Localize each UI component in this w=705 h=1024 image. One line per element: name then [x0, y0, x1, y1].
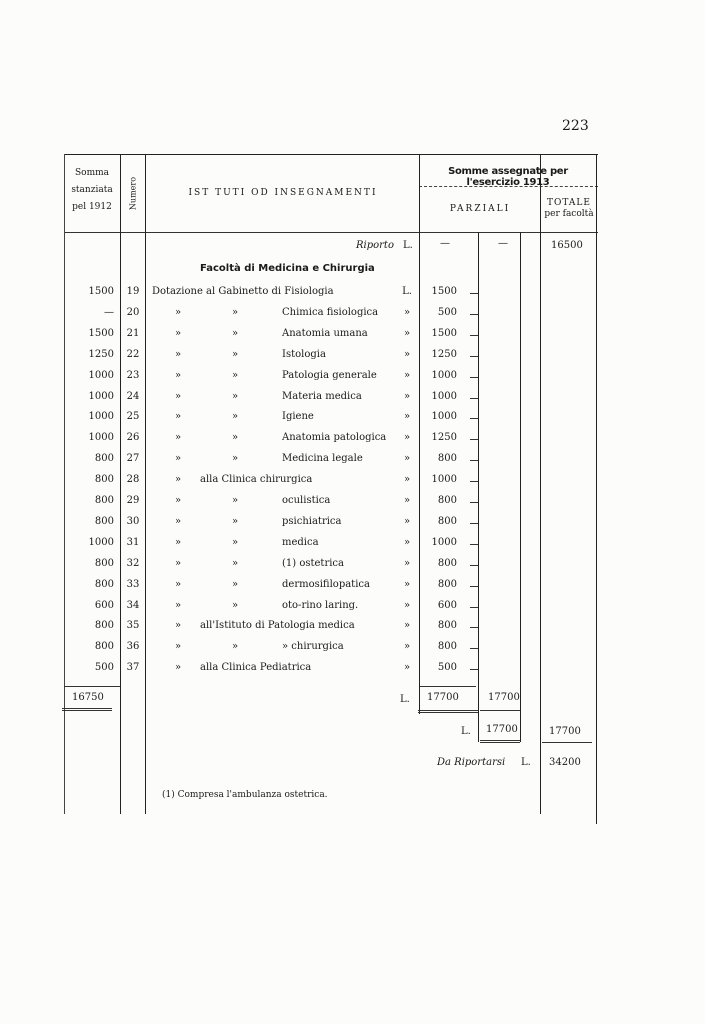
section-title: Facoltà di Medicina e Chirurgia [200, 263, 375, 274]
row-unit: » [403, 369, 411, 381]
row-numero: 27 [126, 453, 140, 465]
header-totale-line1: TOTALE [547, 198, 591, 208]
riporto-unit: L. [403, 240, 413, 251]
row-ditto-2: » [232, 536, 239, 548]
row-ditto-2: all'Istituto di Patologia medica [200, 620, 355, 632]
row-numero: 33 [126, 578, 140, 590]
row-rule-mark [470, 314, 478, 315]
row-descrizione: psichiatrica [282, 515, 342, 527]
row-ditto-2: » [232, 557, 239, 569]
row-parziale: 800 [437, 515, 457, 527]
row-unit: » [403, 620, 411, 632]
row-stanziata: 800 [94, 620, 114, 632]
row-ditto-1: » [175, 390, 182, 402]
part-total2-rule [480, 710, 520, 711]
row-stanziata: 1500 [88, 327, 114, 339]
row-ditto-1: » [175, 474, 182, 486]
row-numero: 20 [126, 306, 140, 318]
row-rule-mark [470, 565, 478, 566]
row-stanziata: 1000 [88, 536, 114, 548]
table-row [0, 638, 705, 659]
row-numero: 19 [126, 286, 140, 297]
row-descrizione: Istologia [282, 348, 326, 360]
row-parziale: 1000 [431, 536, 457, 548]
da-riportarsi-value: 34200 [549, 757, 581, 768]
row-ditto-2: » [232, 599, 239, 611]
row-unit: » [403, 578, 411, 590]
row-ditto-2: » [232, 641, 239, 653]
table-row [0, 597, 705, 618]
part-total: 17700 [427, 692, 459, 703]
table-row [0, 367, 705, 388]
row-rule-mark [470, 418, 478, 419]
row-parziale: 1000 [431, 474, 457, 486]
row-stanziata: 800 [94, 474, 114, 486]
table-row [0, 450, 705, 471]
row-rule-mark [470, 627, 478, 628]
row-unit: » [403, 348, 411, 360]
row-stanziata: — [104, 306, 114, 318]
header-somme-assegnate: Somme assegnate per l'esercizio 1913 [448, 166, 568, 188]
header-totale-line2: per facoltà [544, 209, 594, 219]
row-ditto-2: » [232, 348, 239, 360]
row-parziale: 1500 [431, 327, 457, 339]
page-number: 223 [562, 118, 589, 134]
row-unit: » [403, 327, 411, 339]
row-numero: 21 [126, 327, 140, 339]
row-descrizione: medica [282, 536, 319, 548]
row-unit: » [403, 453, 411, 465]
row-stanziata: 600 [94, 599, 114, 611]
part-total-rule [420, 686, 476, 687]
row-stanziata: 1500 [88, 286, 114, 297]
row-descrizione: oto-rino laring. [282, 599, 359, 611]
row-rule-mark [470, 586, 478, 587]
row-ditto-1: » [175, 495, 182, 506]
row-ditto-1: » [175, 599, 182, 611]
row-unit: » [403, 536, 411, 548]
row-unit: » [403, 557, 411, 569]
header-numero: Numero [128, 176, 138, 211]
row-numero: 31 [126, 536, 140, 548]
row-rule-mark [470, 377, 478, 378]
row-stanziata: 800 [94, 515, 114, 527]
row-rule-mark [470, 293, 478, 294]
table-row [0, 534, 705, 555]
row-numero: 35 [126, 620, 140, 632]
part-total-double-rule [418, 710, 478, 713]
row-unit: » [403, 495, 411, 506]
row-ditto-1: » [175, 620, 182, 632]
row-parziale: 1250 [431, 348, 457, 360]
row-rule-mark [470, 439, 478, 440]
row-ditto-2: » [232, 495, 239, 506]
row-numero: 23 [126, 369, 140, 381]
row-ditto-2: alla Clinica chirurgica [200, 474, 313, 486]
row-descrizione: Igiene [282, 411, 314, 423]
riporto-dash2: — [498, 238, 508, 249]
totals-unit: L. [400, 694, 410, 705]
row-parziale: 1000 [431, 369, 457, 381]
row-numero: 32 [126, 557, 140, 569]
row-stanziata: 800 [94, 495, 114, 506]
table-row [0, 388, 705, 409]
row-ditto-2: » [232, 432, 239, 444]
row-ditto-1: » [175, 327, 182, 339]
row-ditto-1: » [175, 411, 182, 423]
row-unit: » [403, 432, 411, 444]
table-row [0, 304, 705, 325]
row-descrizione: Materia medica [282, 390, 362, 402]
row-numero: 25 [126, 411, 140, 423]
row-ditto-1: » [175, 641, 182, 653]
row-unit: » [403, 306, 411, 318]
row-stanziata: 1000 [88, 369, 114, 381]
row-parziale: 800 [437, 620, 457, 632]
table-row [0, 513, 705, 534]
header-somma-line3: pel 1912 [72, 202, 112, 212]
table-row [0, 283, 705, 304]
row-descrizione: Medicina legale [282, 453, 363, 465]
final-total: 17700 [549, 726, 581, 737]
row-stanziata: 800 [94, 453, 114, 465]
stanz-total: 16750 [72, 692, 104, 703]
row-parziale: 500 [437, 306, 457, 318]
row-parziale: 1000 [431, 411, 457, 423]
table-row [0, 471, 705, 492]
header-totale [540, 198, 598, 220]
row-stanziata: 800 [94, 641, 114, 653]
row-stanziata: 1000 [88, 432, 114, 444]
row-descrizione: (1) ostetrica [282, 557, 344, 569]
row-ditto-1: Dotazione al Gabinetto di Fisiologia [152, 286, 334, 297]
row-numero: 29 [126, 495, 140, 506]
table-row [0, 492, 705, 513]
row-ditto-2: » [232, 390, 239, 402]
row-parziale: 1500 [431, 286, 457, 297]
row-ditto-1: » [175, 557, 182, 569]
row-descrizione: oculistica [282, 495, 331, 506]
riporto-dash1: — [440, 238, 450, 249]
row-ditto-1: » [175, 578, 182, 590]
row-rule-mark [470, 502, 478, 503]
row-descrizione: Anatomia umana [282, 327, 368, 339]
row-rule-mark [470, 398, 478, 399]
row-unit: » [403, 390, 411, 402]
table-row [0, 659, 705, 680]
header-somma-line1: Somma [74, 168, 110, 178]
row-parziale: 1250 [431, 432, 457, 444]
row-numero: 36 [126, 641, 140, 653]
row-rule-mark [470, 356, 478, 357]
row-descrizione: Anatomia patologica [282, 432, 387, 444]
row-stanziata: 1000 [88, 390, 114, 402]
row-stanziata: 800 [94, 578, 114, 590]
row-numero: 30 [126, 515, 140, 527]
row-unit: » [403, 641, 411, 653]
da-riportarsi-label: Da Riportarsi [437, 757, 506, 768]
row-ditto-2: alla Clinica Pediatrica [200, 662, 312, 674]
row-ditto-2: » [232, 411, 239, 423]
row-parziale: 800 [437, 641, 457, 653]
table-row [0, 617, 705, 638]
row-unit: » [403, 474, 411, 486]
row-parziale: 800 [437, 557, 457, 569]
row-descrizione: Chimica fisiologica [282, 306, 379, 318]
row-descrizione: Patologia generale [282, 369, 377, 381]
row-ditto-2: » [232, 306, 239, 318]
riporto-totale: 16500 [551, 240, 583, 251]
row-numero: 28 [126, 474, 140, 486]
row-descrizione: dermosifilopatica [282, 578, 370, 590]
row-rule-mark [470, 460, 478, 461]
row-parziale: 800 [437, 495, 457, 506]
row-parziale: 800 [437, 453, 457, 465]
table-row [0, 555, 705, 576]
row-unit: L. [402, 286, 412, 297]
row-unit: » [403, 515, 411, 527]
row-rule-mark [470, 544, 478, 545]
row-unit: » [403, 662, 411, 674]
row-numero: 37 [126, 662, 140, 674]
footnote: (1) Compresa l'ambulanza ostetrica. [162, 790, 328, 800]
row-rule-mark [470, 669, 478, 670]
row-ditto-1: » [175, 536, 182, 548]
row-numero: 24 [126, 390, 140, 402]
second-total: 17700 [486, 724, 518, 735]
header-parziali: PARZIALI [449, 204, 511, 214]
table-row [0, 325, 705, 346]
part-total-2: 17700 [488, 692, 520, 703]
stanz-total-double-rule [62, 708, 112, 711]
row-ditto-1: » [175, 432, 182, 444]
second-total-double-rule [480, 740, 520, 743]
row-parziale: 500 [437, 662, 457, 674]
row-stanziata: 800 [94, 557, 114, 569]
row-rule-mark [470, 523, 478, 524]
row-unit: » [403, 411, 411, 423]
row-ditto-2: » [232, 327, 239, 339]
row-stanziata: 1000 [88, 411, 114, 423]
row-stanziata: 500 [94, 662, 114, 674]
header-somma-stanziata [64, 168, 120, 213]
row-rule-mark [470, 335, 478, 336]
row-unit: » [403, 599, 411, 611]
header-istituti: IST TUTI OD INSEGNAMENTI [188, 188, 378, 198]
row-rule-mark [470, 648, 478, 649]
second-unit: L. [461, 726, 471, 737]
riporto-label: Riporto [356, 240, 394, 251]
table-row [0, 429, 705, 450]
row-ditto-2: » [232, 453, 239, 465]
row-parziale: 800 [437, 578, 457, 590]
row-ditto-1: » [175, 515, 182, 527]
row-ditto-1: » [175, 369, 182, 381]
row-ditto-1: » [175, 662, 182, 674]
row-rule-mark [470, 481, 478, 482]
row-parziale: 600 [437, 599, 457, 611]
header-somma-line2: stanziata [71, 185, 113, 195]
final-total-rule [542, 742, 592, 743]
row-parziale: 1000 [431, 390, 457, 402]
row-numero: 34 [126, 599, 140, 611]
table-row [0, 576, 705, 597]
row-rule-mark [470, 607, 478, 608]
row-ditto-1: » [175, 348, 182, 360]
stanz-total-rule [64, 686, 120, 687]
table-row [0, 346, 705, 367]
row-ditto-2: » [232, 369, 239, 381]
row-numero: 26 [126, 432, 140, 444]
row-ditto-1: » [175, 306, 182, 318]
row-stanziata: 1250 [88, 348, 114, 360]
row-ditto-2: » [232, 578, 239, 590]
row-numero: 22 [126, 348, 140, 360]
row-descrizione: » chirurgica [282, 641, 344, 653]
da-riportarsi-unit: L. [521, 757, 531, 768]
table-row [0, 408, 705, 429]
row-ditto-2: » [232, 515, 239, 527]
row-ditto-1: » [175, 453, 182, 465]
